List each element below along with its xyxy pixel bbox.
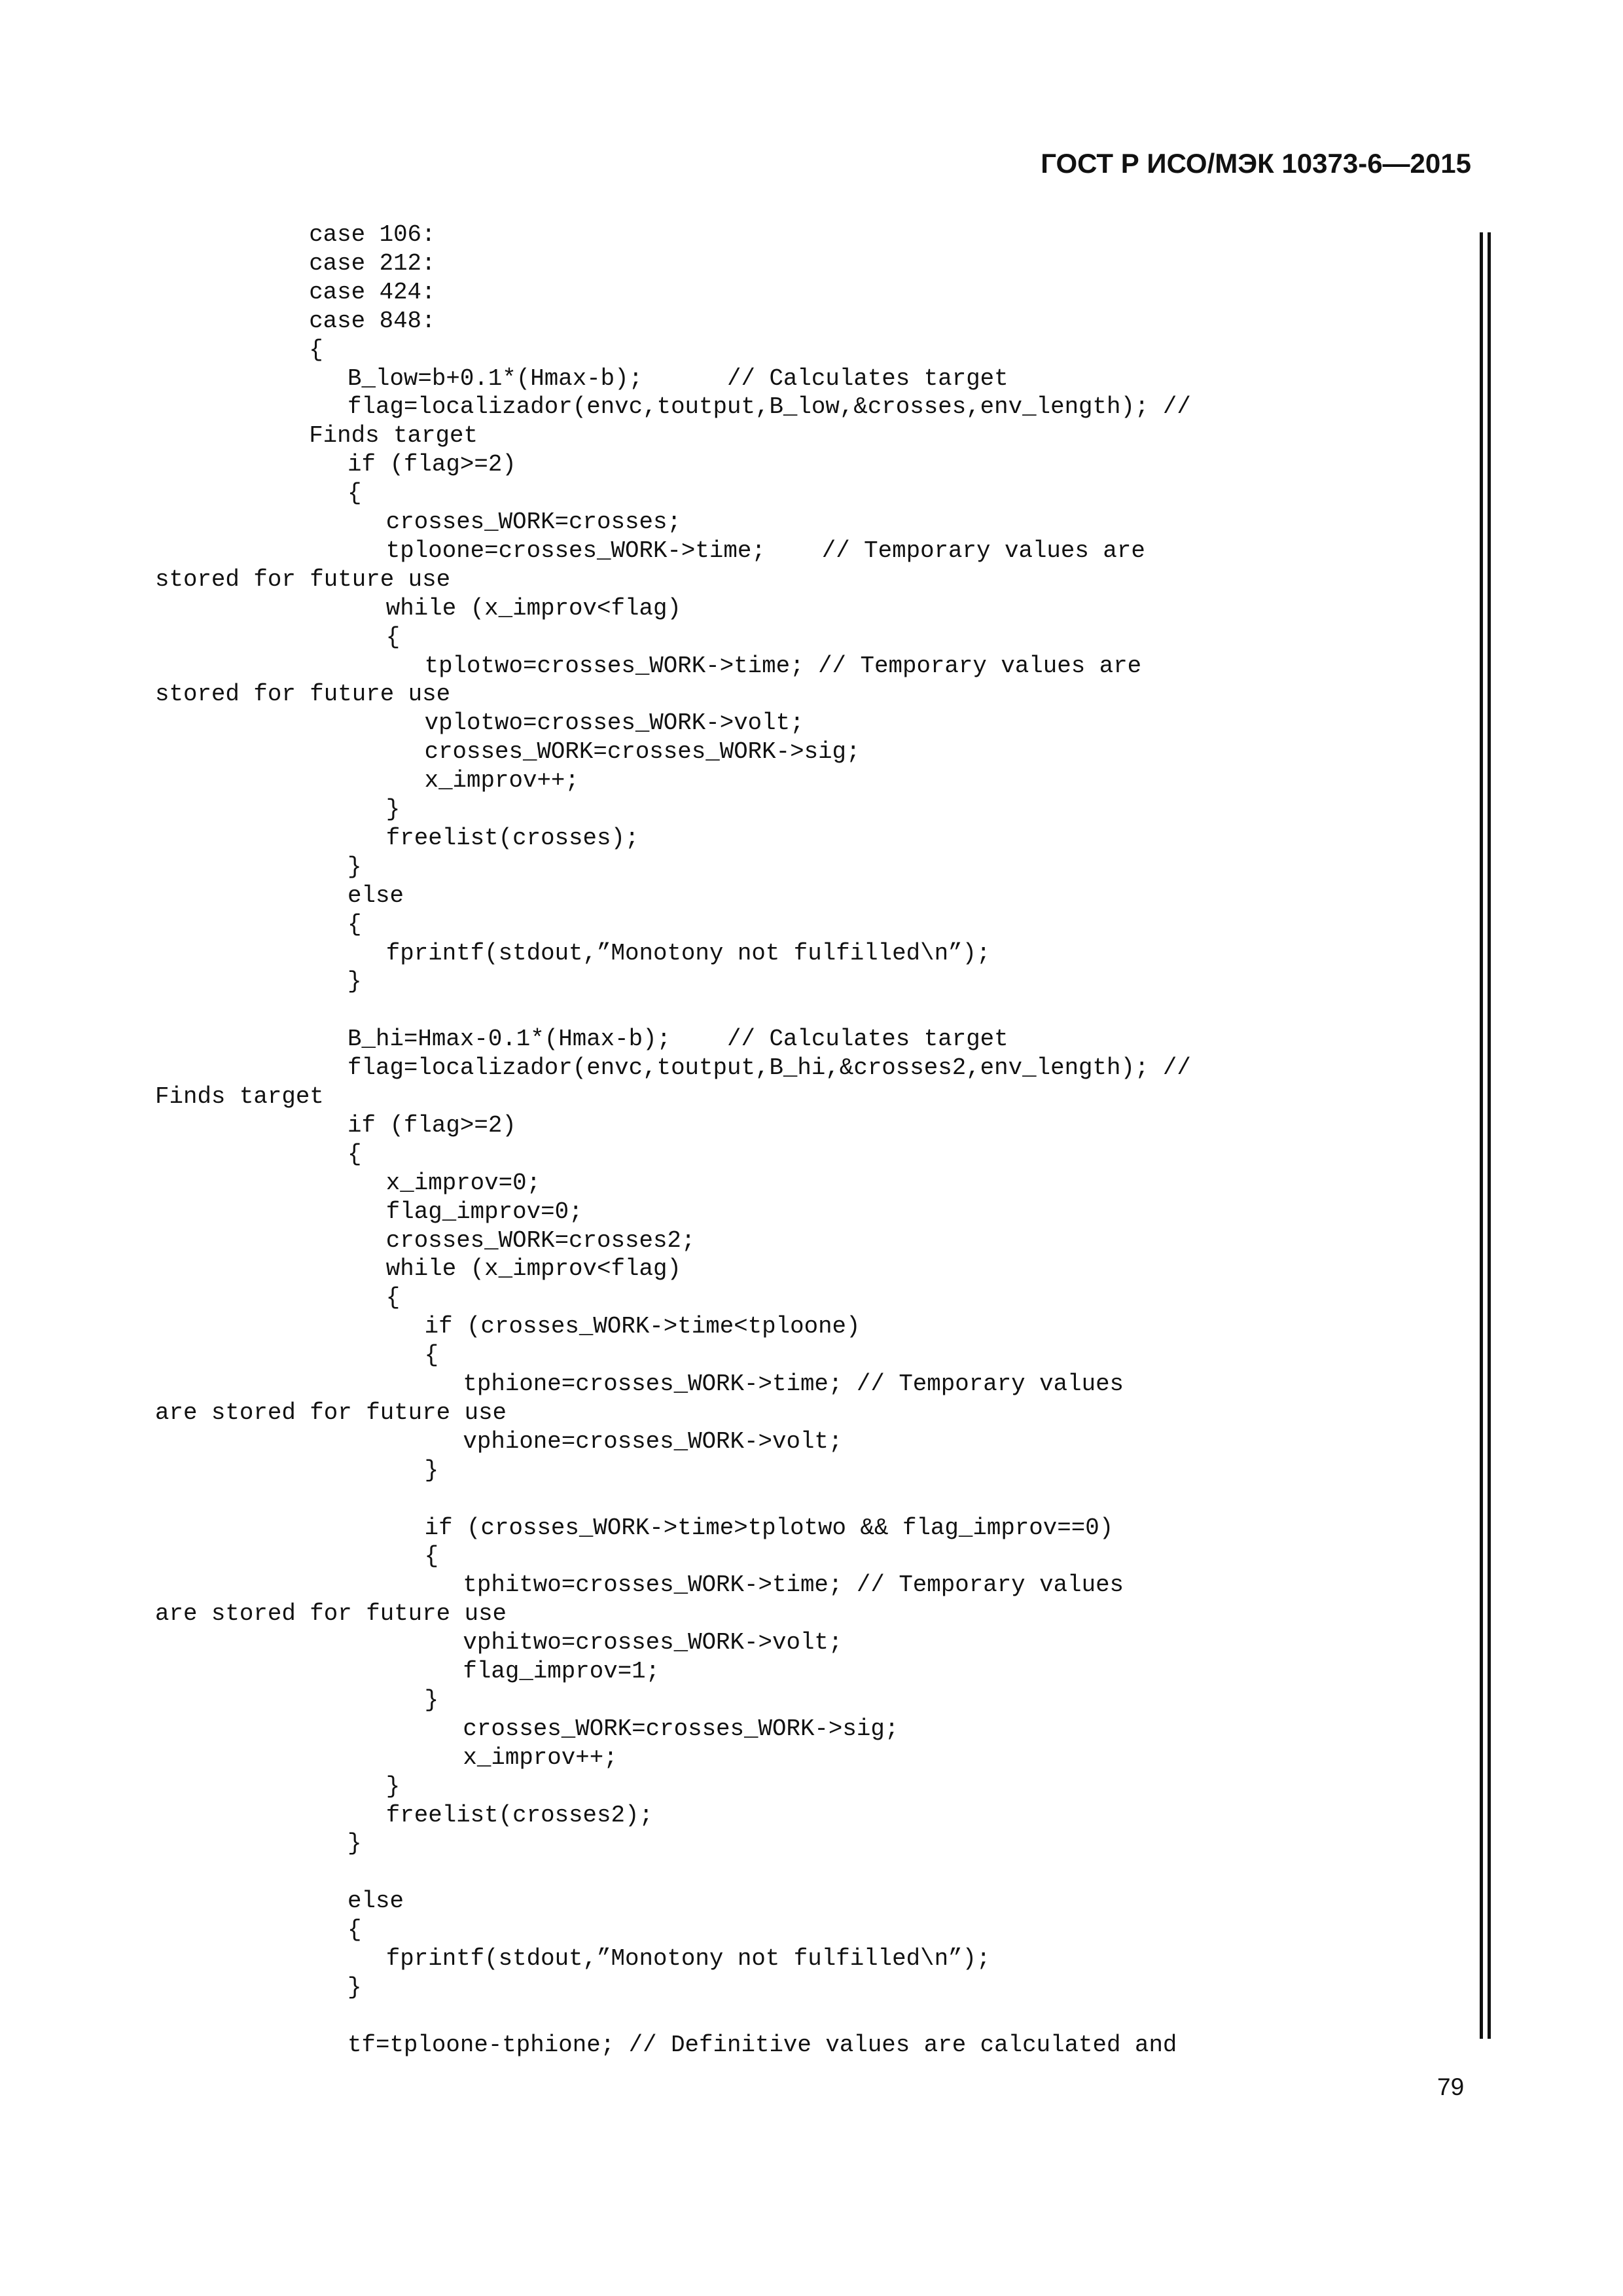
code-line: while (x_improv<flag) [385, 594, 681, 622]
code-line: crosses_WORK=crosses_WORK->sig; [424, 738, 861, 766]
code-line: x_improv++; [424, 767, 579, 795]
code-line: vplotwo=crosses_WORK->volt; [424, 709, 804, 737]
code-line: { [424, 1342, 439, 1369]
margin-change-bar-left [1480, 232, 1483, 2039]
code-line: crosses_WORK=crosses2; [385, 1227, 696, 1254]
page-header-title: ГОСТ Р ИСО/МЭК 10373-6—2015 [1041, 148, 1471, 179]
code-line: } [424, 1456, 439, 1484]
code-line: } [348, 1830, 362, 1857]
code-line: } [348, 968, 362, 996]
code-line: tphione=crosses_WORK->time; // Temporary values [463, 1371, 1124, 1397]
code-line: case 106: [309, 221, 436, 248]
code-line: flag_improv=1; [463, 1658, 660, 1685]
code-line: if (crosses_WORK->time<tploone) [424, 1313, 861, 1340]
code-line: crosses_WORK=crosses; [385, 509, 681, 535]
page-number: 79 [1437, 2073, 1465, 2100]
code-line: else [348, 882, 404, 909]
code-line: B_hi=Hmax-0.1*(Hmax-b); // Calculates target [348, 1026, 1008, 1053]
code-line: Finds target [155, 1083, 324, 1110]
code-line: freelist(crosses2); [385, 1801, 653, 1829]
code-line: { [385, 623, 401, 651]
code-line: } [348, 853, 362, 880]
code-line: } [385, 1772, 401, 1800]
code-line: } [385, 796, 401, 823]
code-line: { [348, 1916, 362, 1944]
code-line: case 424: [309, 278, 436, 306]
code-line: x_improv++; [463, 1744, 618, 1771]
code-line: fprintf(stdout,”Monotony not fulfilled\n”); [385, 939, 991, 967]
code-line: flag_improv=0; [385, 1198, 583, 1225]
code-line: vphitwo=crosses_WORK->volt; [463, 1629, 843, 1657]
code-line: } [348, 1973, 362, 2001]
code-line: x_improv=0; [385, 1169, 541, 1196]
code-line: if (crosses_WORK->time>tplotwo && flag_improv==0) [424, 1514, 1114, 1541]
code-line: { [348, 480, 362, 507]
margin-change-bar-right [1488, 232, 1491, 2039]
code-line: are stored for future use [155, 1600, 507, 1628]
code-line: while (x_improv<flag) [385, 1255, 681, 1283]
code-line: tplotwo=crosses_WORK->time; // Temporary values are [424, 652, 1142, 679]
code-line: } [424, 1686, 439, 1713]
code-line: { [348, 1140, 362, 1168]
code-line: crosses_WORK=crosses_WORK->sig; [463, 1715, 899, 1742]
code-line: case 212: [309, 249, 436, 277]
code-line: freelist(crosses); [385, 824, 639, 852]
code-line: are stored for future use [155, 1399, 507, 1426]
code-line: vphione=crosses_WORK->volt; [463, 1427, 843, 1455]
code-line: B_low=b+0.1*(Hmax-b); // Calculates target [348, 365, 1008, 392]
code-line: flag=localizador(envc,toutput,B_low,&crosses,env_length); // [348, 393, 1191, 421]
code-line: tploone=crosses_WORK->time; // Temporary values are [385, 537, 1145, 564]
code-line: if (flag>=2) [348, 451, 516, 478]
code-line: { [348, 910, 362, 938]
code-line: { [385, 1284, 401, 1312]
code-line: flag=localizador(envc,toutput,B_hi,&crosses2,env_length); // [348, 1054, 1191, 1082]
code-line: { [309, 336, 323, 363]
code-line: stored for future use [155, 565, 451, 593]
code-line: stored for future use [155, 681, 451, 708]
code-line: fprintf(stdout,”Monotony not fulfilled\n”); [385, 1945, 991, 1972]
code-line: { [424, 1543, 439, 1570]
code-line: if (flag>=2) [348, 1111, 516, 1139]
code-line: tphitwo=crosses_WORK->time; // Temporary values [463, 1571, 1124, 1599]
code-line: Finds target [309, 422, 478, 450]
code-line: tf=tploone-tphione; // Definitive values are calculated and [348, 2031, 1177, 2058]
code-line: else [348, 1888, 404, 1915]
code-line: case 848: [309, 307, 436, 334]
